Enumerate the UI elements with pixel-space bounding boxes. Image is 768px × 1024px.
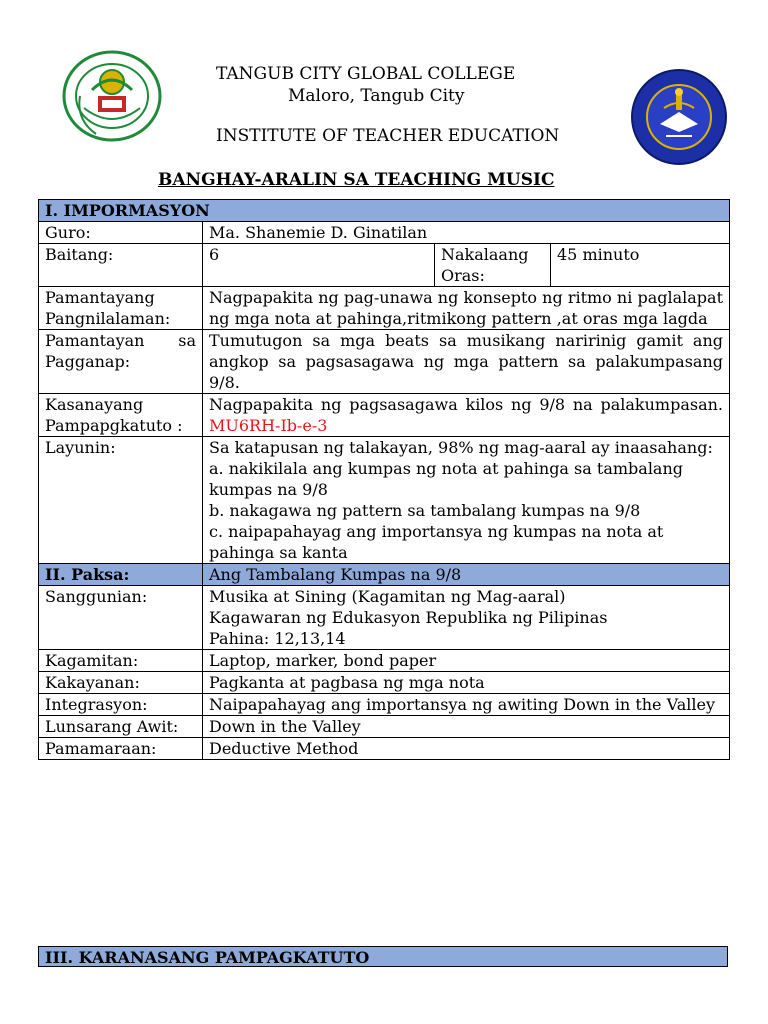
table-row (39, 694, 730, 716)
reference-line: Kagawaran ng Edukasyon Republika ng Pilipinas (209, 608, 608, 627)
field-label: Kakayanan: (39, 672, 203, 694)
field-label: Kasanayang Pampapgkatuto : (39, 394, 203, 437)
field-label: Guro: (39, 222, 203, 244)
objective-b: b. nakagawa ng pattern sa tambalang kumpas na 9/8 (209, 501, 641, 520)
field-value (203, 437, 730, 564)
section-heading: II. Paksa: (39, 564, 203, 586)
field-label: Layunin: (39, 437, 203, 564)
document-header (0, 0, 768, 200)
field-label: Baitang: (39, 244, 203, 287)
college-address: Maloro, Tangub City (288, 86, 465, 106)
field-value: Laptop, marker, bond paper (203, 650, 730, 672)
college-name: TANGUB CITY GLOBAL COLLEGE (216, 64, 516, 84)
field-label: Pamantayang Pangnilalaman: (39, 287, 203, 330)
reference-line: Pahina: 12,13,14 (209, 629, 346, 648)
oras-label-line2: Oras: (441, 266, 485, 285)
objective-a: a. nakikilala ang kumpas ng nota at pahinga sa tambalang kumpas na 9/8 (209, 459, 684, 499)
objective-c: c. naipapahayag ang importansya ng kumpas na nota at pahinga sa kanta (209, 522, 664, 562)
reference-line: Musika at Sining (Kagamitan ng Mag-aaral) (209, 587, 566, 606)
institute-seal-logo (630, 68, 728, 166)
table-row (39, 738, 730, 760)
field-label: Pamantayan sa Pagganap: (39, 330, 203, 394)
table-row (39, 437, 730, 564)
topic-value: Ang Tambalang Kumpas na 9/8 (203, 564, 730, 586)
section-heading: I. IMPORMASYON (39, 200, 730, 222)
field-value: Deductive Method (203, 738, 730, 760)
section-row-paksa (39, 564, 730, 586)
objective-intro: Sa katapusan ng talakayan, 98% ng mag-aaral ay inaasahang: (209, 438, 713, 457)
section-row-impormasyon (39, 200, 730, 222)
section-heading-karanasan: III. KARANASANG PAMPAGKATUTO (38, 946, 728, 967)
institute-name: INSTITUTE OF TEACHER EDUCATION (216, 126, 560, 146)
field-value: Nagpapakita ng pag-unawa ng konsepto ng ritmo ni paglalapat ng mga nota at pahinga,ritmikong pattern ,at oras mga lagda (203, 287, 730, 330)
field-value: 45 minuto (551, 244, 730, 287)
table-row (39, 287, 730, 330)
field-label: Kagamitan: (39, 650, 203, 672)
lesson-plan-table (38, 199, 730, 760)
field-value: Naipapahayag ang importansya ng awiting Down in the Valley (203, 694, 730, 716)
field-value: Ma. Shanemie D. Ginatilan (203, 222, 730, 244)
table-row (39, 672, 730, 694)
college-seal-logo (62, 50, 162, 142)
field-value: 6 (203, 244, 435, 287)
field-label: Pamamaraan: (39, 738, 203, 760)
competency-text: Nagpapakita ng pagsasagawa kilos ng 9/8 na palakumpasan. (209, 395, 723, 414)
field-value: Down in the Valley (203, 716, 730, 738)
field-value (203, 586, 730, 650)
table-row (39, 330, 730, 394)
field-label: Sanggunian: (39, 586, 203, 650)
oras-label-line1: Nakalaang (441, 245, 529, 264)
field-value: Pagkanta at pagbasa ng mga nota (203, 672, 730, 694)
document-title: BANGHAY-ARALIN SA TEACHING MUSIC (158, 170, 555, 190)
table-row (39, 586, 730, 650)
table-row (39, 716, 730, 738)
table-row (39, 394, 730, 437)
table-row (39, 244, 730, 287)
table-row (39, 650, 730, 672)
field-value: Tumutugon sa mga beats sa musikang naririnig gamit ang angkop sa pagsasagawa ng mga pattern sa palakumpasang 9/8. (203, 330, 730, 394)
field-label (435, 244, 551, 287)
field-label: Integrasyon: (39, 694, 203, 716)
table-row (39, 222, 730, 244)
field-value (203, 394, 730, 437)
field-label: Lunsarang Awit: (39, 716, 203, 738)
competency-code: MU6RH-Ib-e-3 (209, 416, 328, 435)
